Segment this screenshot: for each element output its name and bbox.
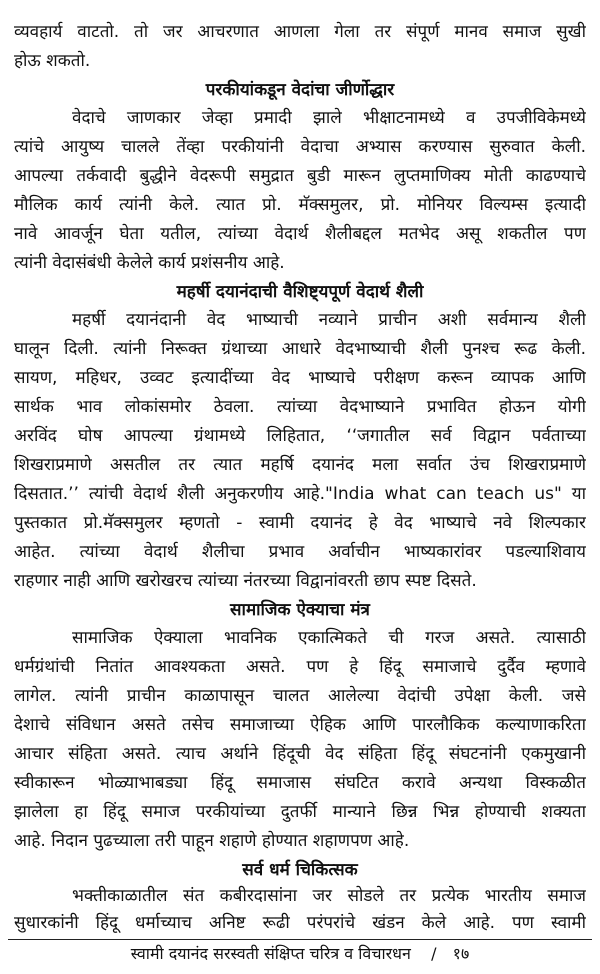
- body-line: मौलिक कार्य त्यांनी केले. त्यात प्रो. मॅक्समुलर, प्रो. मोनियर विल्यम्स इत्यादी: [14, 195, 586, 215]
- footer-separator: /: [431, 944, 437, 963]
- body-line: झालेला हा हिंदू समाज परकीयांच्या दुतर्फी मान्याने छिन्न भिन्न होण्याची शक्यता: [14, 802, 586, 822]
- body-line: शिखराप्रमाणे असतील तर त्यात महर्षि दयानंद मला सर्वात उंच शिखराप्रमाणे: [14, 455, 586, 475]
- body-line: सामाजिक ऐक्याला भावनिक एकात्मिकते ची गरज असते. त्यासाठी: [72, 628, 586, 648]
- body-line: अरविंद घोष आपल्या ग्रंथामध्ये लिहितात, ‘‘जगातील सर्व विद्वान पर्वताच्या: [14, 426, 586, 446]
- body-line: देशाचे संविधान असते तसेच समाजाच्या ऐहिक आणि पारलौकिक कल्याणाकरिता: [14, 715, 586, 735]
- body-line: धर्मग्रंथांची नितांत आवश्यकता असते. पण हे हिंदू समाजाचे दुर्दैव म्हणावे: [14, 657, 586, 677]
- body-line: महर्षी दयानंदानी वेद भाष्याची नव्याने प्राचीन अशी सर्वमान्य शैली: [72, 310, 586, 330]
- body-line: वेदाचे जाणकार जेव्हा प्रमादी झाले भीक्षाटनामध्ये व उपजीविकेमध्ये: [72, 108, 586, 128]
- page-number: १७: [452, 944, 470, 963]
- section-heading: परकीयांकडून वेदांचा जीर्णोद्धार: [205, 80, 395, 100]
- body-line: सायण, महिधर, उव्वट इत्यादींच्या वेद भाष्याचे परीक्षण करून व्यापक आणि: [14, 368, 586, 388]
- body-line: आहेत. त्यांच्या वेदार्थ शैलीचा प्रभाव अर्वाचीन भाष्यकारांवर पडल्याशिवाय: [14, 542, 586, 562]
- body-line: नावे आवर्जून घेता यतील, त्यांच्या वेदार्थ शैलीबद्दल मतभेद असू शकतील पण: [14, 224, 586, 244]
- body-line: सार्थक भाव लोकांसमोर ठेवला. त्यांच्या वेदभाष्याने प्रभावित होऊन योगी: [14, 397, 586, 417]
- body-line: घालून दिली. त्यांनी निरूक्त ग्रंथाच्या आधारे वेदभाष्याची शैली पुनश्च रूढ केली.: [14, 339, 586, 359]
- footer-title: स्वामी दयानंद सरस्वती संक्षिप्त चरित्र व विचारधन: [130, 944, 411, 963]
- body-line: दिसतात.’’ त्यांची वेदार्थ शैली अनुकरणीय आहे."India what can teach us" या: [14, 484, 586, 504]
- body-line: स्वीकारून भोळ्याभाबड्या हिंदू समाजास संघटित करावे अन्यथा विस्कळीत: [14, 773, 586, 793]
- body-line: पुस्तकात प्रो.मॅक्समुलर म्हणतो - स्वामी दयानंद हे वेद भाष्याचे नवे शिल्पकार: [14, 513, 586, 533]
- section-heading: सर्व धर्म चिकित्सक: [242, 860, 358, 880]
- body-line: भक्तीकाळातील संत कबीरदासांना जर सोडले तर प्रत्येक भारतीय समाज: [72, 886, 586, 906]
- body-line: आचार संहिता असते. त्याच अर्थाने हिंदूची वेद संहिता हिंदू संघटनांनी एकमुखानी: [14, 744, 586, 764]
- body-line: त्यांनी वेदासंबंधी केलेले कार्य प्रशंसनीय आहे.: [14, 253, 285, 273]
- body-line: आहे. निदान पुढच्याला तरी पाहून शहाणे होण्यात शहाणपण आहे.: [14, 831, 410, 851]
- section-heading: महर्षी दयानंदाची वैशिष्ट्यपूर्ण वेदार्थ शैली: [176, 282, 424, 302]
- body-line: होऊ शकतो.: [14, 51, 91, 71]
- body-line: सुधारकांनी हिंदू धर्माच्याच अनिष्ट रूढी परंपरांचे खंडन केले आहे. पण स्वामी: [14, 913, 586, 933]
- body-line: लागेल. त्यांनी प्राचीन काळापासून चालत आलेल्या वेदांची उपेक्षा केली. जसे: [14, 686, 586, 706]
- body-line: राहणार नाही आणि खरोखरच त्यांच्या नंतरच्या विद्वानांवरती छाप स्पष्ट दिसते.: [14, 571, 477, 591]
- body-line: त्यांचे आयुष्य चालले तेंव्हा परकीयांनी वेदाचा अभ्यास करण्यास सुरुवात केली.: [14, 137, 586, 157]
- body-line: आपल्या तर्कवादी बुद्धीने वेदरूपी समुद्रात बुडी मारून लुप्तमाणिक्य मोती काढण्याचे: [14, 166, 586, 186]
- body-line: व्यवहार्य वाटतो. तो जर आचरणात आणला गेला तर संपूर्ण मानव समाज सुखी: [14, 22, 586, 42]
- running-footer: [0, 940, 600, 968]
- section-heading: सामाजिक ऐक्याचा मंत्र: [230, 600, 370, 620]
